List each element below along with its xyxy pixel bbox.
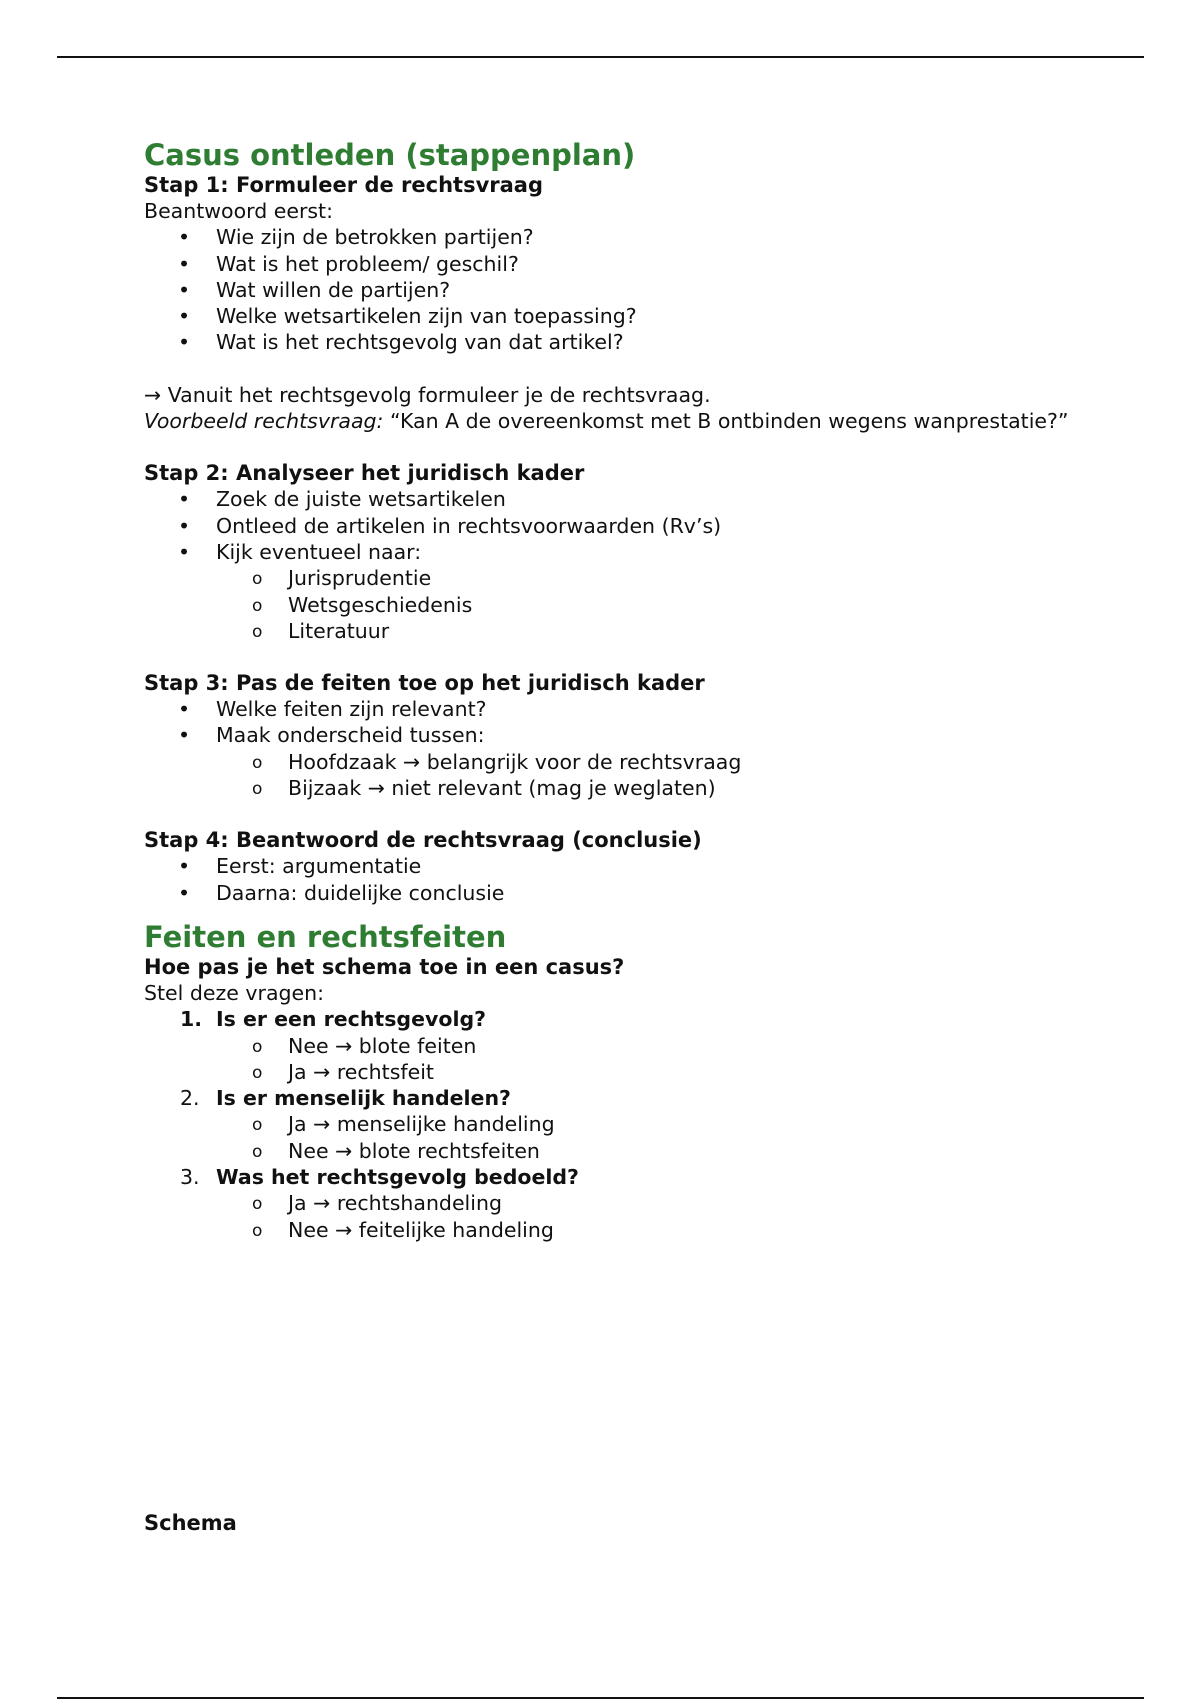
sub-list-item: o Bijzaak → niet relevant (mag je weglaten) [144, 775, 1144, 801]
sub-list-item: o Literatuur [144, 618, 1144, 644]
bottom-rule [57, 1697, 1144, 1699]
sub-list-item: o Wetsgeschiedenis [144, 592, 1144, 618]
list-item: • Welke feiten zijn relevant? [144, 696, 1144, 722]
list-item: • Welke wetsartikelen zijn van toepassing? [144, 303, 1144, 329]
stap4-list [144, 853, 1144, 906]
question-item [144, 1164, 1144, 1190]
question-number: 1. [180, 1007, 203, 1032]
stap1-list [144, 224, 1144, 355]
question-item [144, 1006, 1144, 1032]
list-item: • Zoek de juiste wetsartikelen [144, 486, 1144, 512]
stap4-heading: Stap 4: Beantwoord de rechtsvraag (conclusie) [144, 828, 702, 853]
document-body [144, 138, 1144, 1243]
questions-list [144, 1006, 1144, 1243]
list-item: • Maak onderscheid tussen: [144, 722, 1144, 748]
list-item: • Wat willen de partijen? [144, 277, 1144, 303]
stap2-heading: Stap 2: Analyseer het juridisch kader [144, 461, 585, 486]
section-title-feiten: Feiten en rechtsfeiten [144, 919, 507, 954]
sub-list-item: o Nee → blote feiten [144, 1033, 1144, 1059]
list-item: • Wie zijn de betrokken partijen? [144, 224, 1144, 250]
list-item: • Kijk eventueel naar: [144, 539, 1144, 565]
question-item [144, 1085, 1144, 1111]
list-item: • Eerst: argumentatie [144, 853, 1144, 879]
question-number: 2. [180, 1086, 200, 1111]
arrow-line: → Vanuit het rechtsgevolg formuleer je de rechtsvraag. [144, 382, 711, 407]
top-rule [57, 56, 1144, 58]
stap1-intro: Beantwoord eerst: [144, 199, 333, 223]
feiten-heading: Hoe pas je het schema toe in een casus? [144, 954, 625, 979]
section-title-casus: Casus ontleden (stappenplan) [144, 138, 636, 172]
stap2-list [144, 486, 1144, 644]
question-text: Was het rechtsgevolg bedoeld? [216, 1165, 579, 1190]
list-item: • Daarna: duidelijke conclusie [144, 880, 1144, 906]
sub-list-item: o Ja → menselijke handeling [144, 1111, 1144, 1137]
list-item: • Wat is het rechtsgevolg van dat artikel? [144, 329, 1144, 355]
question-number: 3. [180, 1165, 200, 1190]
list-item: • Ontleed de artikelen in rechtsvoorwaarden (Rv’s) [144, 513, 1144, 539]
sub-list-item: o Ja → rechtsfeit [144, 1059, 1144, 1085]
sub-list-item: o Nee → blote rechtsfeiten [144, 1138, 1144, 1164]
stap3-heading: Stap 3: Pas de feiten toe op het juridisch kader [144, 671, 705, 696]
stap3-list [144, 696, 1144, 801]
stap1-heading: Stap 1: Formuleer de rechtsvraag [144, 173, 543, 197]
question-text: Is er een rechtsgevolg? [216, 1007, 487, 1032]
sub-list-item: o Ja → rechtshandeling [144, 1190, 1144, 1216]
example-paragraph [144, 408, 1144, 434]
sub-list-item: o Jurisprudentie [144, 565, 1144, 591]
feiten-intro: Stel deze vragen: [144, 980, 325, 1005]
sub-list-item: o Hoofdzaak → belangrijk voor de rechtsvraag [144, 749, 1144, 775]
schema-label: Schema [144, 1511, 237, 1535]
question-text: Is er menselijk handelen? [216, 1086, 511, 1111]
example-label: Voorbeeld rechtsvraag: [144, 409, 384, 434]
list-item: • Wat is het probleem/ geschil? [144, 251, 1144, 277]
sub-list-item: o Nee → feitelijke handeling [144, 1217, 1144, 1243]
example-text: “Kan A de overeenkomst met B ontbinden wegens wanprestatie?” [383, 409, 1069, 434]
